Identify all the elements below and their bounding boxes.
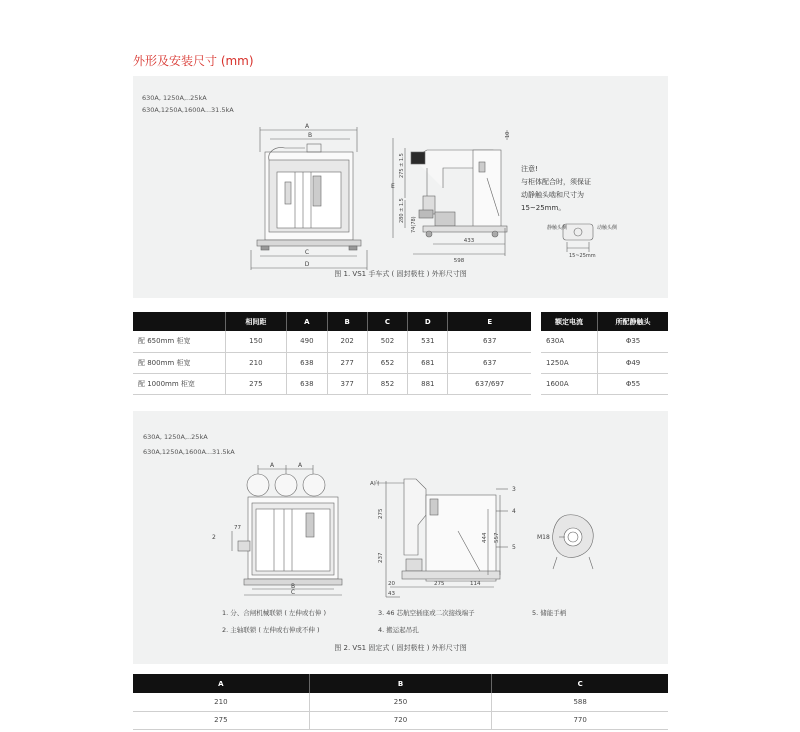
table-cell: 1250A bbox=[541, 352, 598, 373]
note-line: 15~25mm。 bbox=[521, 204, 566, 212]
figure1-caption: 图 1. VS1 手车式 ( 固封极柱 ) 外形尺寸图 bbox=[334, 270, 467, 278]
dim-C: C bbox=[304, 249, 310, 256]
table-cell: Φ55 bbox=[598, 373, 668, 394]
table-cell: 250 bbox=[309, 693, 492, 711]
table-row bbox=[133, 373, 531, 394]
table-cell: 490 bbox=[287, 331, 327, 352]
table-cell: 275 bbox=[225, 373, 287, 394]
figure2-front-view bbox=[208, 461, 358, 596]
dim-433: 433 bbox=[463, 238, 475, 244]
table-header: 相间距 bbox=[225, 312, 287, 331]
table-row bbox=[133, 331, 531, 352]
note-line: 注意! bbox=[521, 165, 538, 173]
figure1-spec-line1: 630A, 1250A,..25kA bbox=[142, 94, 207, 102]
callout-4: 4 bbox=[512, 508, 516, 515]
table-cell: Φ35 bbox=[598, 331, 668, 352]
table-header: 额定电流 bbox=[541, 312, 598, 331]
table-cell: 681 bbox=[408, 352, 448, 373]
dim-444: 444 bbox=[482, 532, 488, 543]
table-header-row bbox=[541, 312, 668, 331]
dimension-table-2 bbox=[133, 674, 668, 730]
table-cell: 277 bbox=[327, 352, 367, 373]
table-cell: 531 bbox=[408, 331, 448, 352]
table-cell: Φ49 bbox=[598, 352, 668, 373]
table-header: A bbox=[287, 312, 327, 331]
figure2-caption: 图 2. VS1 固定式 ( 固封极柱 ) 外形尺寸图 bbox=[334, 644, 467, 652]
figure2-spec-line2: 630A,1250A,1600A...31.5kA bbox=[143, 448, 235, 456]
table-cell: 881 bbox=[408, 373, 448, 394]
table-cell: 720 bbox=[309, 711, 492, 729]
table-cell: 852 bbox=[367, 373, 407, 394]
table-header: 所配静触头 bbox=[598, 312, 668, 331]
table-cell: 275 bbox=[133, 711, 309, 729]
callout-5: 5 bbox=[512, 544, 516, 551]
figure1-note bbox=[521, 163, 591, 215]
dim-557: 557 bbox=[494, 532, 500, 543]
table-cell: 202 bbox=[327, 331, 367, 352]
table-header: E bbox=[448, 312, 531, 331]
label-A-direction: A向 bbox=[370, 481, 380, 487]
figure1-spec-line2: 630A,1250A,1600A...31.5kA bbox=[142, 106, 234, 114]
dim-10: 10 bbox=[505, 131, 511, 138]
table-cell: 638 bbox=[287, 352, 327, 373]
dim-275: 275 ± 1.5 bbox=[399, 153, 405, 178]
dim-74: 74(78) bbox=[411, 216, 417, 233]
figure1-front-view bbox=[245, 122, 395, 272]
table-header: C bbox=[367, 312, 407, 331]
dimension-table-1 bbox=[133, 312, 531, 395]
label-M18: M18 bbox=[537, 534, 550, 541]
dim-275v: 275 bbox=[378, 508, 384, 519]
dim-E: E bbox=[391, 183, 395, 190]
table-header-row bbox=[133, 312, 531, 331]
figure2-panel bbox=[133, 411, 668, 664]
table-header: B bbox=[327, 312, 367, 331]
table-cell: 638 bbox=[287, 373, 327, 394]
dim-C: C bbox=[290, 589, 296, 596]
dim-B: B bbox=[307, 132, 313, 139]
dim-77: 77 bbox=[234, 525, 241, 531]
table-cell: 1600A bbox=[541, 373, 598, 394]
figure1-side-view bbox=[383, 128, 523, 268]
inset-static-label: 静触头侧 bbox=[547, 225, 568, 231]
callout-3: 3 bbox=[512, 486, 516, 493]
table-header: C bbox=[492, 674, 668, 693]
table-cell: 配 1000mm 柜宽 bbox=[133, 373, 225, 394]
table-cell: 配 800mm 柜宽 bbox=[133, 352, 225, 373]
dim-598: 598 bbox=[453, 258, 465, 264]
dim-237: 237 bbox=[378, 552, 384, 563]
note-line: 动静触头啮和尺寸为 bbox=[521, 191, 584, 199]
table-header: A bbox=[133, 674, 309, 693]
table-cell: 637 bbox=[448, 352, 531, 373]
table-cell: 502 bbox=[367, 331, 407, 352]
figure2-spec-line1: 630A, 1250A,..25kA bbox=[143, 433, 208, 441]
table-row bbox=[133, 352, 531, 373]
section-title: 外形及安装尺寸 (mm) bbox=[133, 54, 254, 68]
legend-item-3: 3. 46 芯航空插座或二次接线端子 bbox=[378, 609, 475, 617]
figure2-side-view bbox=[368, 475, 533, 603]
table-cell: 588 bbox=[492, 693, 668, 711]
dim-D: D bbox=[304, 261, 310, 268]
dim-280: 280 ± 1.5 bbox=[399, 198, 405, 223]
table-row bbox=[541, 373, 668, 394]
table-cell: 210 bbox=[225, 352, 287, 373]
table-header: B bbox=[309, 674, 492, 693]
table-header-row bbox=[133, 674, 668, 693]
table-header bbox=[133, 312, 225, 331]
table-row bbox=[541, 352, 668, 373]
table-cell: 210 bbox=[133, 693, 309, 711]
dim-275h: 275 bbox=[434, 581, 445, 587]
dim-A: A bbox=[304, 123, 310, 130]
note-line: 与柜体配合时，须保证 bbox=[521, 178, 591, 186]
dim-A2: A bbox=[297, 462, 303, 469]
table-cell: 637/697 bbox=[448, 373, 531, 394]
table-header: D bbox=[408, 312, 448, 331]
table-cell: 377 bbox=[327, 373, 367, 394]
table-row bbox=[133, 693, 668, 711]
figure1-contact-inset bbox=[543, 220, 633, 260]
figure2-m18-detail bbox=[533, 509, 613, 571]
table-row bbox=[541, 331, 668, 352]
legend-item-1: 1. 分、合闸机械联锁 ( 左伸或右伸 ) bbox=[222, 609, 327, 617]
inset-range-label: 15~25mm bbox=[569, 253, 596, 259]
callout-2: 2 bbox=[212, 534, 216, 541]
contact-table bbox=[541, 312, 668, 395]
dim-A1: A bbox=[269, 462, 275, 469]
table-cell: 配 650mm 柜宽 bbox=[133, 331, 225, 352]
dim-43: 43 bbox=[388, 591, 395, 597]
legend-item-5: 5. 储能手柄 bbox=[532, 609, 567, 617]
table-row bbox=[133, 711, 668, 729]
legend-item-2: 2. 主轴联锁 ( 左伸或右伸或不伸 ) bbox=[222, 626, 320, 634]
table-cell: 150 bbox=[225, 331, 287, 352]
dim-B: B bbox=[290, 583, 296, 590]
table-cell: 770 bbox=[492, 711, 668, 729]
table-cell: 630A bbox=[541, 331, 598, 352]
legend-item-4: 4. 搬运起吊孔 bbox=[378, 626, 419, 634]
table-cell: 637 bbox=[448, 331, 531, 352]
figure1-panel bbox=[133, 76, 668, 298]
inset-moving-label: 动触头侧 bbox=[597, 225, 618, 231]
dim-20: 20 bbox=[388, 581, 395, 587]
table-cell: 652 bbox=[367, 352, 407, 373]
dim-114: 114 bbox=[470, 581, 481, 587]
